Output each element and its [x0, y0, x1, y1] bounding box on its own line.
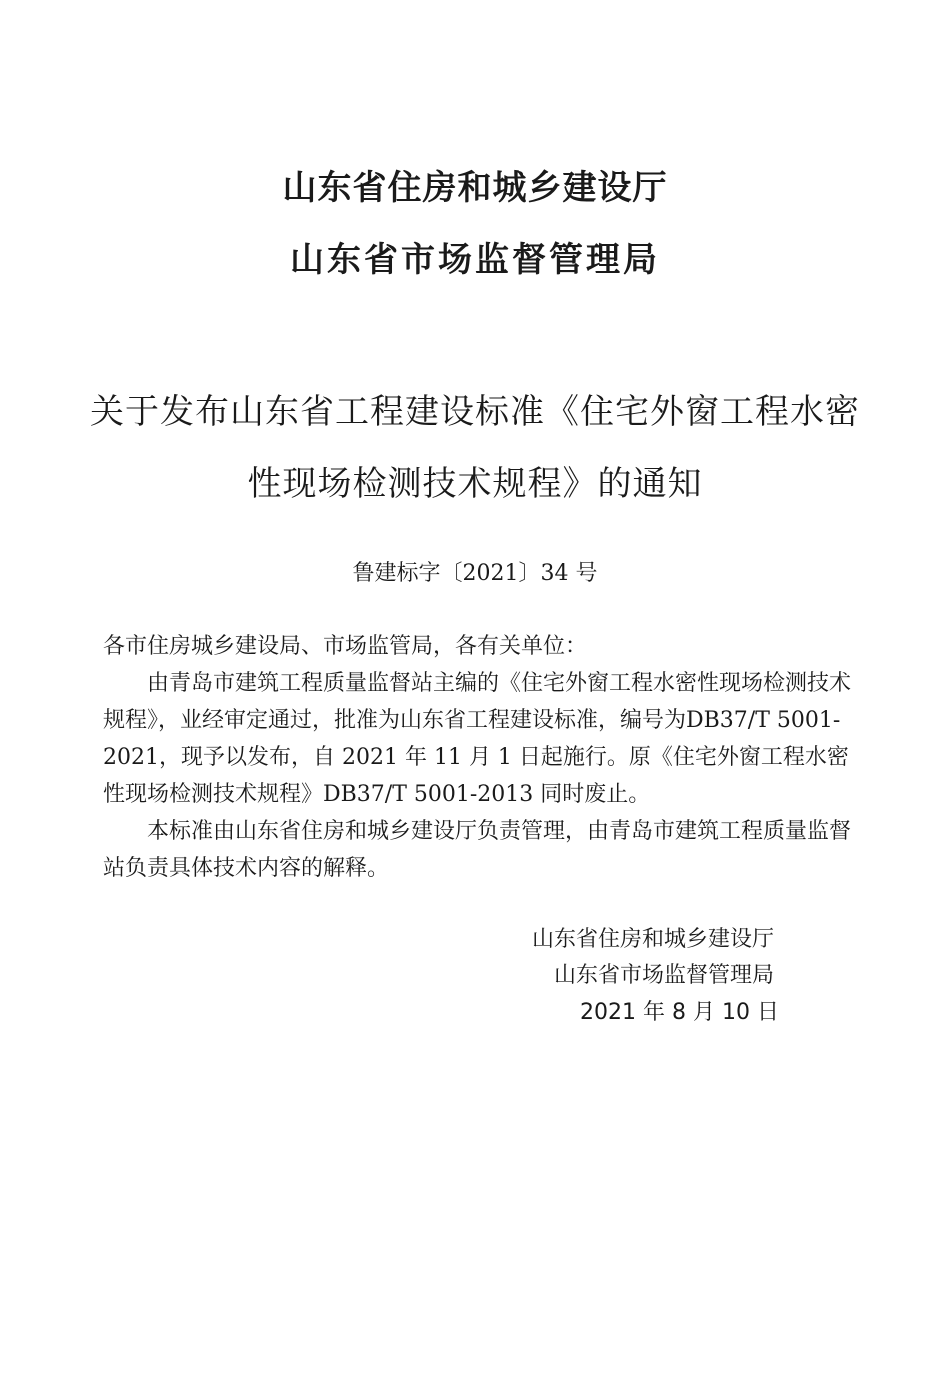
body-paragraph-1: 由青岛市建筑工程质量监督站主编的《住宅外窗工程水密性现场检测技术规程》，业经审定通过，批准为山东省工程建设标准，编号为DB37/T 5001-2021，现予以发布，自 2021 年 11 月 1 日起施行。原《住宅外窗工程水密性现场检测技术规程》DB37/T 5001-2013 同时废止。: [103, 671, 852, 807]
notice-body: [103, 628, 853, 887]
issuer-name-housing-dept: 山东省住房和城乡建设厅: [282, 168, 668, 208]
signature-housing-dept: 山东省住房和城乡建设厅: [532, 927, 775, 952]
salutation: 各市住房城乡建设局、市场监管局，各有关单位：: [103, 634, 588, 659]
signature-date: 2021 年 8 月 10 日: [580, 1000, 779, 1025]
body-paragraph-2: 本标准由山东省住房和城乡建设厅负责管理，由青岛市建筑工程质量监督站负责具体技术内容的解释。: [103, 819, 852, 881]
notice-title-line-1: 关于发布山东省工程建设标准《住宅外窗工程水密: [90, 392, 860, 432]
signature-market-bureau: 山东省市场监督管理局: [554, 963, 775, 988]
document-number: 鲁建标字〔2021〕34 号: [352, 561, 598, 586]
issuer-name-market-bureau: 山东省市场监督管理局: [290, 240, 660, 280]
notice-title-line-2: 性现场检测技术规程》的通知: [247, 464, 703, 504]
